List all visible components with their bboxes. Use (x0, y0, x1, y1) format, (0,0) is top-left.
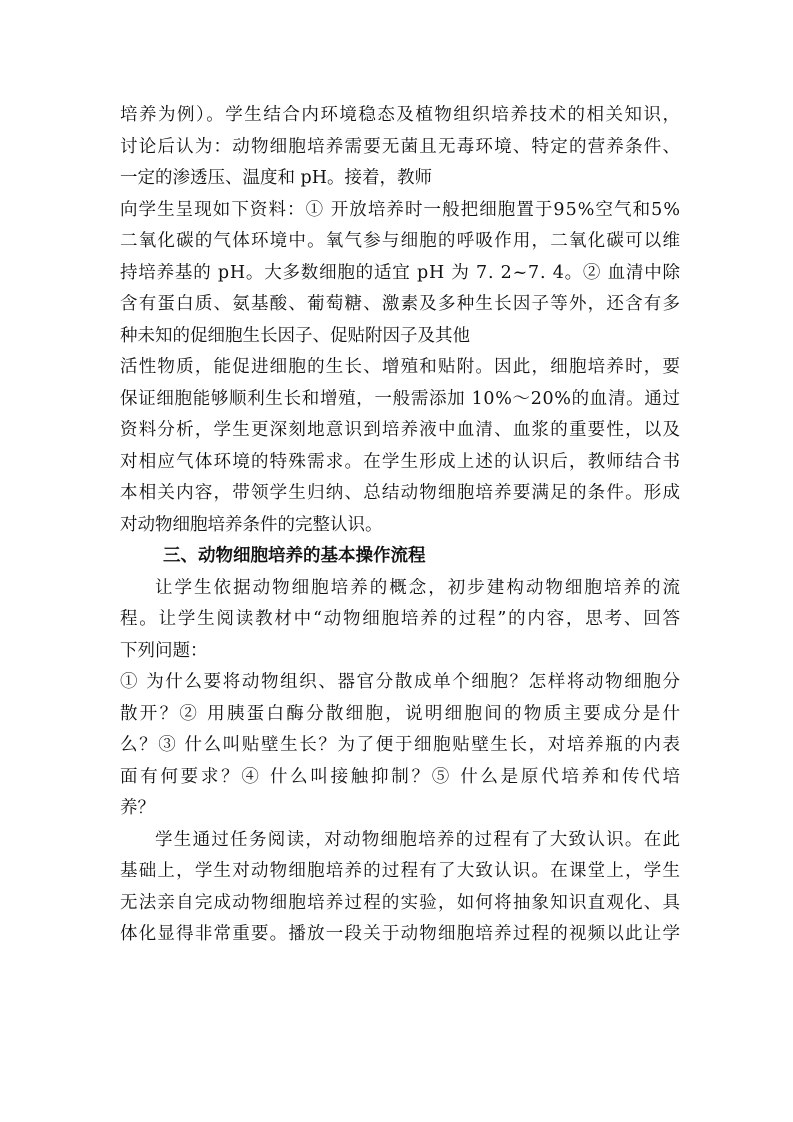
text-line: 讨论后认为：动物细胞培养需要无菌且无毒环境、特定的营养条件、 (120, 136, 682, 157)
text-line: 二氧化碳的气体环境中。氧气参与细胞的呼吸作用，二氧化碳可以维 (120, 231, 682, 251)
text-line: 无法亲自完成动物细胞培养过程的实验，如何将抽象知识直观化、具 (120, 892, 682, 913)
section-heading: 三、动物细胞培养的基本操作流程 (163, 546, 426, 566)
text-line: 资料分析，学生更深刻地意识到培养液中血清、血浆的重要性，以及 (120, 420, 682, 440)
text-line: 对动物细胞培养条件的完整认识。 (120, 514, 383, 535)
text-line: 本相关内容，带领学生归纳、总结动物细胞培养要满足的条件。形成 (120, 483, 682, 503)
text-line: 保证细胞能够顺利生长和增殖，一般需添加 10%～20%的血清。通过 (120, 388, 681, 409)
text-line: 种未知的促细胞生长因子、促贴附因子及其他 (120, 325, 470, 346)
text-line: 让学生依据动物细胞培养的概念，初步建构动物细胞培养的流 (155, 577, 683, 598)
text-line: 向学生呈现如下资料：① 开放培养时一般把细胞置于95%空气和5% (120, 199, 682, 220)
text-line: 一定的渗透压、温度和 pH。接着，教师 (120, 168, 433, 188)
text-line: 活性物质，能促进细胞的生长、增殖和贴附。因此，细胞培养时，要 (120, 357, 682, 377)
text-line: 基础上，学生对动物细胞培养的过程有了大致认识。在课堂上，学生 (120, 861, 682, 881)
text-line: 散开？② 用胰蛋白酶分散细胞，说明细胞间的物质主要成分是什 (120, 703, 683, 724)
document-body (120, 100, 683, 951)
text-line: 养？ (120, 798, 155, 818)
text-line: 对相应气体环境的特殊需求。在学生形成上述的认识后，教师结合书 (120, 451, 682, 472)
text-line: 体化显得非常重要。播放一段关于动物细胞培养过程的视频以此让学 (120, 924, 682, 944)
text-line: 程。让学生阅读教材中“动物细胞培养的过程”的内容，思考、回答 (120, 609, 682, 629)
text-line: 面有何要求？④ 什么叫接触抑制？⑤ 什么是原代培养和传代培 (120, 766, 683, 787)
text-line: 下列问题： (120, 640, 208, 661)
text-line: 么？③ 什么叫贴壁生长？为了便于细胞贴壁生长，对培养瓶的内表 (120, 735, 682, 755)
text-line: ① 为什么要将动物组织、器官分散成单个细胞？怎样将动物细胞分 (120, 672, 682, 692)
text-line: 培养为例）。学生结合内环境稳态及植物组织培养技术的相关知识， (120, 105, 682, 125)
text-line: 含有蛋白质、氨基酸、葡萄糖、激素及多种生长因子等外，还含有多 (120, 294, 682, 314)
text-line: 学生通过任务阅读，对动物细胞培养的过程有了大致认识。在此 (155, 829, 682, 850)
text-line: 持培养基的 pH。大多数细胞的适宜 pH 为 7. 2~7. 4。② 血清中除 (120, 262, 681, 283)
